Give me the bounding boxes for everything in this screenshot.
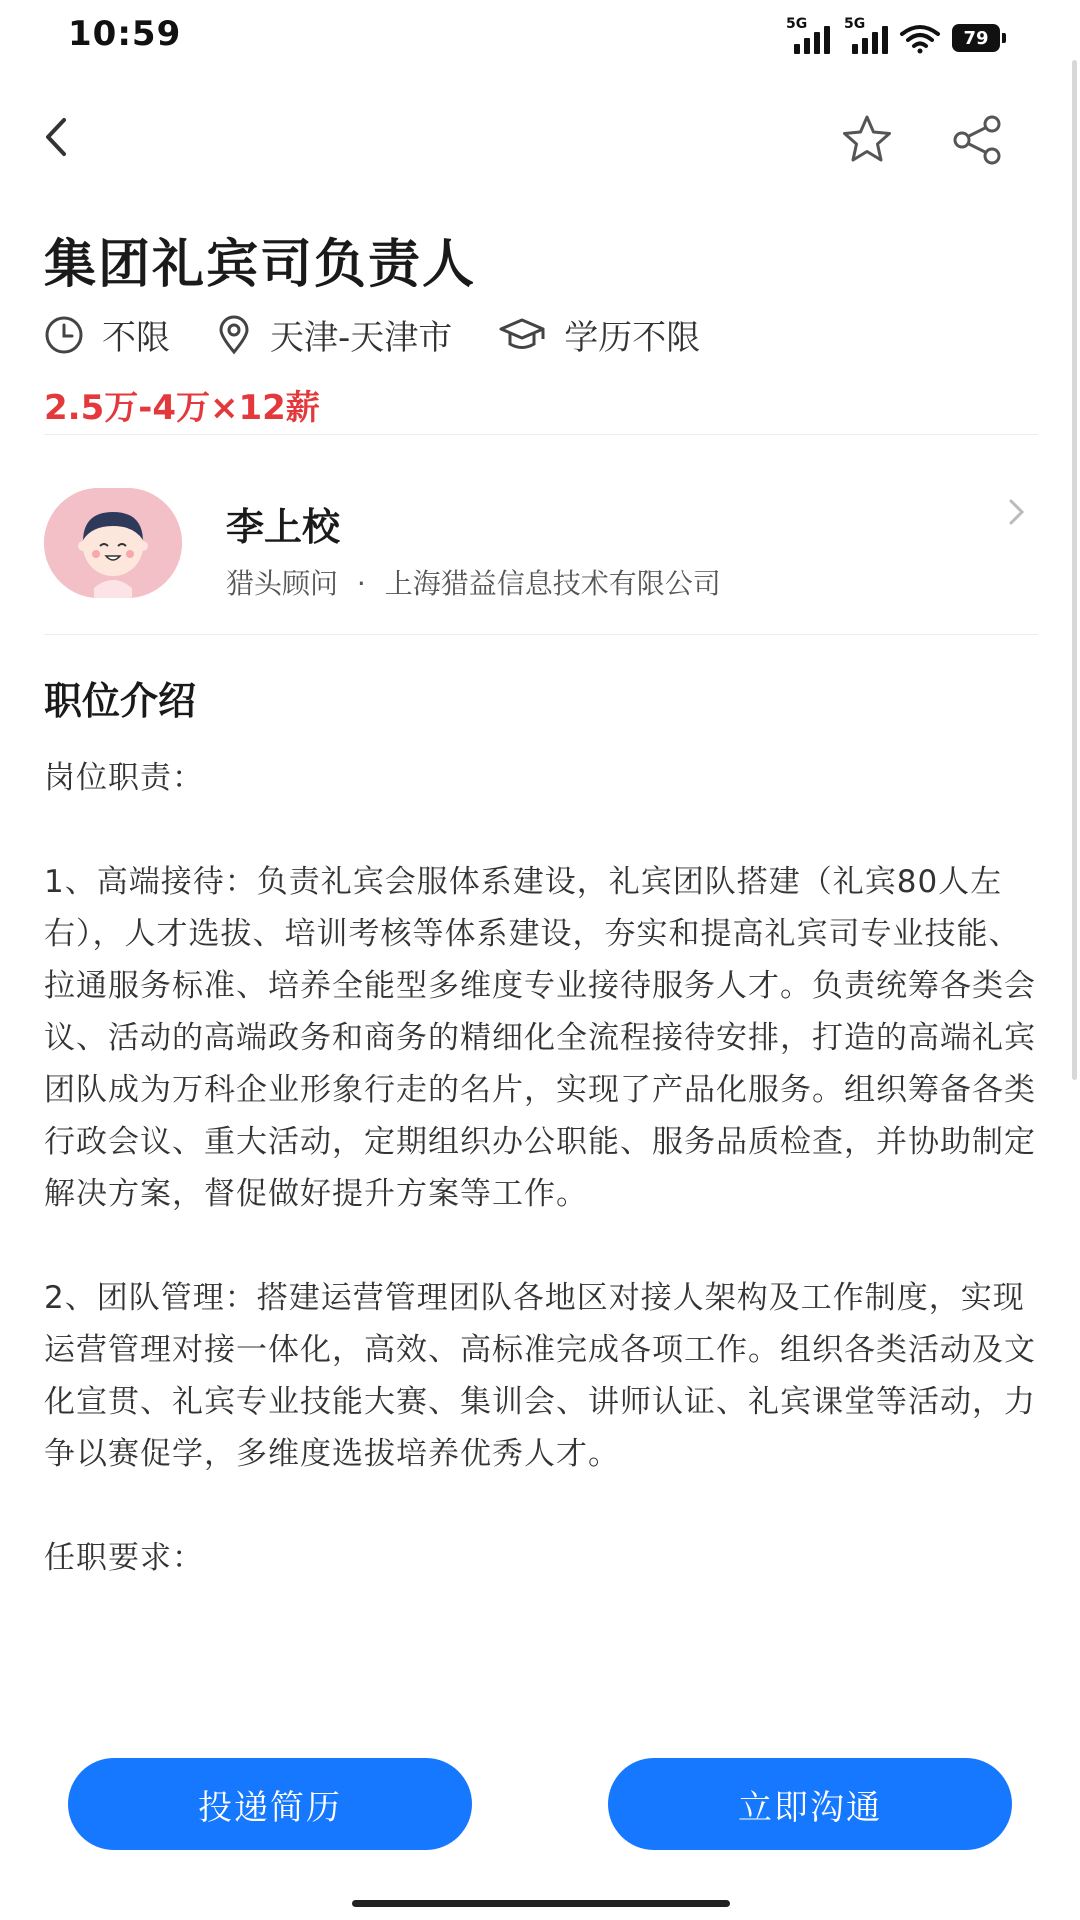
clock-icon: [44, 315, 84, 355]
duty-paragraph: 2、团队管理：搭建运营管理团队各地区对接人架构及工作制度，实现运营管理对接一体化，高效、高标准完成各项工作。组织各类活动及文化宣贯、礼宾专业技能大赛、集训会、讲师认证、礼宾课堂等活动，力争以赛促学，多维度选拔培养优秀人才。: [44, 1280, 1036, 1472]
share-icon[interactable]: [950, 112, 1006, 168]
location-pin-icon: [216, 315, 252, 355]
location-item: [216, 310, 452, 359]
battery-icon: 79: [952, 24, 1000, 52]
favorite-star-icon[interactable]: [838, 112, 896, 168]
status-icons: [786, 14, 1000, 62]
avatar[interactable]: [44, 488, 182, 598]
experience-text: 不限: [102, 318, 170, 358]
job-description: [44, 752, 1044, 1584]
apply-resume-button[interactable]: 投递简历: [68, 1758, 472, 1850]
education-item: [498, 310, 700, 359]
recruiter-role: 猎头顾问: [226, 567, 339, 600]
home-indicator[interactable]: [352, 1900, 730, 1907]
signal-icon: 5G: [790, 22, 830, 54]
duties-heading: 岗位职责：: [44, 760, 204, 796]
recruiter-subtitle: [226, 562, 721, 602]
job-title: 集团礼宾司负责人: [44, 235, 477, 295]
section-title: 职位介绍: [44, 679, 197, 723]
chevron-right-icon[interactable]: [1006, 496, 1028, 528]
requirements-heading: 任职要求：: [44, 1540, 204, 1576]
salary: 2.5万-4万×12薪: [44, 388, 320, 428]
divider: [44, 434, 1038, 435]
signal-icon: 5G: [848, 22, 888, 54]
back-arrow-icon[interactable]: [36, 112, 76, 162]
separator-dot: ·: [356, 567, 366, 600]
scrollbar[interactable]: [1072, 60, 1077, 1080]
job-meta: [44, 310, 746, 359]
graduation-cap-icon: [498, 315, 546, 355]
education-text: 学历不限: [564, 318, 701, 358]
experience-item: [44, 310, 170, 359]
wifi-icon: [898, 22, 942, 54]
status-time: 10:59: [68, 14, 182, 54]
chat-now-button[interactable]: 立即沟通: [608, 1758, 1012, 1850]
duty-paragraph: 1、高端接待：负责礼宾会服体系建设，礼宾团队搭建（礼宾80人左右），人才选拔、培训考核等体系建设，夯实和提高礼宾司专业技能、拉通服务标准、培养全能型多维度专业接待服务人才。负责统筹各类会议、活动的高端政务和商务的精细化全流程接待安排，打造的高端礼宾团队成为万科企业形象行走的名片，实现了产品化服务。组织筹备各类行政会议、重大活动，定期组织办公职能、服务品质检查，并协助制定解决方案，督促做好提升方案等工作。: [44, 864, 1036, 1212]
divider: [44, 634, 1038, 635]
location-text: 天津-天津市: [270, 318, 453, 358]
recruiter-name: 李上校: [226, 505, 341, 549]
recruiter-company: 上海猎益信息技术有限公司: [384, 567, 721, 600]
